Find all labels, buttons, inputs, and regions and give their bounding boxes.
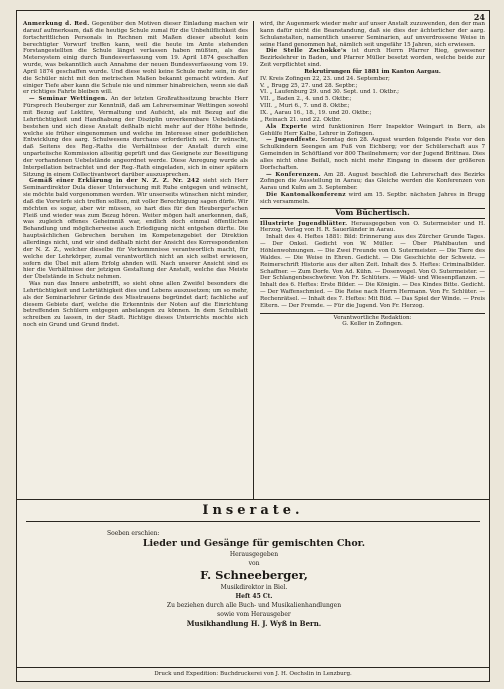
article-paragraph <box>260 192 485 206</box>
buecher-header: Vom Büchertisch. <box>260 208 485 219</box>
paragraph-lead: Gemäß einer Erklärung in der N. Z. Z. Nr. 242 <box>29 178 200 185</box>
rekrutierung-row: IV. Kreis Zofingen 22, 23. und 24. September; <box>260 75 390 82</box>
ad-herausgegeben: Herausgegeben <box>229 551 279 558</box>
rekrutierung-list <box>260 76 485 124</box>
ad-bezug2: sowie vom Herausgeber <box>217 611 291 618</box>
rekrutierung-row: VI. „ Laufenburg 29. und 30. Sept. und 1. Oktbr.; <box>260 89 399 96</box>
paragraph-text: Am 28. August beschloß die Lehrerschaft des Bezirks Zofingen die Ausstellung in Aarau; das Gleiche werden die Konferenzen von Aarau und Kulm am 3. September. <box>260 171 485 192</box>
paragraph-text: Was nun das Innere anbetrifft, so sieht ohne allen Zweifel besonders die Lehrtüchtigkeit und Lehrtäthigkeit dies und Lebens auszusetzen; um so mehr, als der Seminarlehrer Gründe des Misstrauens begründet darf; fachliche auf diesem Gebiete darf, welche die Erkenntnis der Noten auf die Einrichtung betreffenden Schülern entgegen anbelangen zu können. In dem Schulblatt schreiben zu lassen, in der Stadt. Richtige dieses Unterrichts mochte sich noch ein Grund und Grund findet. <box>23 281 248 329</box>
footer-divider <box>17 667 489 668</box>
buecher-intro-text: Herausgegeben von O. Sutermeister und H. Herzog. Verlag von H. R. Sauerländer in Aarau. <box>260 220 485 234</box>
buecher-intro <box>260 221 485 235</box>
paragraph-lead: Anmerkung d. Red. <box>23 21 90 27</box>
rekrutierung-row: „ Reinach 21. und 22. Oktbr. <box>260 116 341 123</box>
rekrutierung-row: VIII. „ Muri 6., 7. und 8. Oktbr.; <box>260 103 350 110</box>
article-paragraph <box>260 21 485 48</box>
paragraph-text: An der letzten Großrathssitzung brachte Herr Fürsprech Heuberger zur Kenntniß, daß am Lehrerseminar Wettingen sowohl mit Bezug auf Lektüre, Vermaltung und Aufsicht, als mit Bezug auf die Lehrtüchtigkeit und Handhabung der Disziplin unverkennbare Uebelstände bestehen und sich diese Anstalt deßhalb nicht mehr auf der Höhe befinde, welche sie früher eingenommen und welche im Interesse einer gedeihlichen Entwicklung des aarg. Schulwesens durchaus erforderlich sei. Er wünscht, daß Seitens des Reg.-Raths die Verhältnisse der Anstalt durch eine unparteiische Kommission allseitig geprüft und das Geeignete zur Beseitigung der vorhandenen Uebelstände angeordnet werde. Diese Anregung wurde als Interpellation betrachtet und der Reg.-Rath eingeladen, sich in einer spätern Sitzung in einem Collectivantwort darüber auszusprechen. <box>23 96 248 178</box>
article-paragraph <box>23 21 248 96</box>
inserate-section <box>17 503 489 526</box>
paragraph-lead: — Jugendfeste. <box>266 137 318 144</box>
paragraph-lead: Die Stelle Zschokke's <box>266 48 347 55</box>
inserate-ad <box>107 529 401 628</box>
ad-heft-price: Heft 45 Ct. <box>235 593 273 600</box>
article-paragraph <box>23 281 248 329</box>
ad-lead: Soeben erschien: <box>107 530 160 537</box>
ad-author-role: Musikdirektor in Biel. <box>220 584 288 591</box>
paragraph-text: ist durch Herrn Pfarrer Rieg, gewesener Bezirkslehrer in Baden, und Pfarrer Müller besetzt worden, welche beide zur Zeit verpflichtet sind. <box>260 48 485 69</box>
article-paragraph <box>260 48 485 69</box>
column-divider <box>253 21 254 499</box>
article-paragraph <box>23 96 248 178</box>
paragraph-text: Sonntag den 28. August wurden folgende Feste vor den Schulkindern Seengen am Fuß von Eichberg; vor der Schülerschaft aus 7 Gemeinden in Schöftland vor 800 Theilnehmern; vor der Jugend Brittnau. Dies alles nicht ohne Beifall, noch nicht mehr Eingang in diesem der größeren Dorfschaften. <box>260 137 485 171</box>
paragraph-lead: — Konferenzen. <box>266 171 321 178</box>
buecher-intro-lead: Illustrirte Jugendblätter. <box>260 220 348 227</box>
ad-book-title: Lieder und Gesänge für gemischten Chor. <box>142 538 366 549</box>
left-column <box>23 21 248 329</box>
article-paragraph <box>260 137 485 171</box>
paragraph-lead: Als Experte <box>266 123 308 130</box>
section-divider <box>17 499 489 500</box>
redaktion-label: Verantwortliche Redaktion: <box>260 313 485 322</box>
rekrutierung-row: VII. „ Baden 2., 4. und 5. Oktbr.; <box>260 96 352 103</box>
paragraph-lead: — Seminar Wettingen. <box>29 96 108 103</box>
article-paragraph <box>260 172 485 193</box>
rekrutierung-row: IX. „ Aarau 16., 18., 19. und 20. Oktbr.; <box>260 109 372 116</box>
right-column <box>260 21 485 328</box>
ad-shop: Musikhandlung H. J. Wyß in Bern. <box>186 619 322 628</box>
inserate-rule <box>26 521 479 522</box>
redaktion-name: G. Keller in Zofingen. <box>342 321 403 328</box>
ad-author: F. Schneeberger, <box>200 568 308 582</box>
paragraph-text: sieht sich Herr Seminardirektor Dula dieser Untersuchung mit Ruhe entgegen und wünscht, sie möchte bald vorgenommen werden. Wir unserseits wünschen nicht minder, daß die Vorwürfe sich treffen sollten, mit voller Berechtigung sagen dürfe. Wir möchten es sogar, aber wir müssen, so hart dies für den Heuberger'schen Fleiß und wieder was zum Bezug hören. Weiter mögen halt anerkennen, daß, was zugleich offenes Geheimniß war, endlich doch einmal öffentlichen Behandlung und möglicherweise auch Erledigung nicht entgehen dürfte. Die hauptsächlichen Gebrechen beruhen im Kompetenzgebiet der Direktion allerdings nicht, und wir sind deßhalb nicht der Ansicht des Korrespondenten der N. Z. Z., welcher dieselbe für Vorkommnisse verantwortlich macht, für welche der Lehrkörper, zumal verantwortlich nicht an sich selbst erwiesen, sofern die Übel mit allem Erfolg ahnden will. Nach unserer Ansicht sind es hier die Verhältnisse der jetzigen Gestaltung der Anstalt, welche das Meiste der Übelstände in Schutz nehmen. <box>23 178 249 281</box>
paragraph-text: wird funktioniren Herr Inspektor Weingart in Bern, als Gehülfe Herr Kalbe, Lehrer in Zofingen. <box>260 123 485 137</box>
article-paragraph <box>23 178 248 281</box>
paragraph-text: wird, ihr Augenmerk wieder mehr auf unser Anstalt zuzuwenden, den der man kann dafür nicht die Beanstandung, daß sie dies der ächterlicher der aarg. Schulanstalten, namentlich unserer Seminarien, auf unverdrossene Weise in seine Hand genommen hat, nämlich seit ungefähr 15 Jahren, sich erwiesen. <box>260 21 485 48</box>
newspaper-page <box>16 10 490 682</box>
imprint-footer: Druck und Expedition: Buchdruckerei von J. H. Oechslin in Lenzburg. <box>154 671 352 677</box>
ad-bezug: Zu beziehen durch alle Buch- und Musikalienhandlungen <box>166 602 342 609</box>
ad-von: von <box>248 560 260 567</box>
paragraph-text: wird am 15. Septbr. nächsten Jahres in Brugg sich versammeln. <box>260 192 485 205</box>
buecher-hefte: Inhalt des 4. Heftes 1881: Bild: Erinnerung aus des Zürcher Grunde Tages. — Der Onkel. Gedicht von W. Müller. — Über Pfahlbauten und Höhlenwohnungen. — Die Zwei Freunde von O. Sutermeister. — Die Tiere des Waldes. — Die Weise in Ehren. Gedicht. — Die Geschichte der Schweiz. — Reimerschrift Historie aus der alten Zeit. Inhalt des 5. Heftes: Criminalbilder. Schaffner. — Zum Dorfe. Von Ad. Kühn. — Dosenvogel. Von O. Sutermeister. — Der Schlangenbeschwörer. Von Fr. Schlüters. — Wald- und Wiesenpflanzen. — Inhalt des 6. Heftes: Erste Bilder. — Die Königin. — Des Kindes Bitte. Gedicht. — Der Waffenschmied. — Die Reise nach Herrn Hermann. Von Fr. Schlüter. — Rechenrätsel. — Inhalt des 7. Heftes: Mit Bild. — Das Spiel der Winde. — Preis Eltern. — Der Fremde. — Für die Jugend. Von Fr. Herzog. <box>260 234 485 309</box>
rekrutierung-row: V. „ Brugg 25, 27. und 28. Septbr.; <box>260 82 358 89</box>
rekrutierung-title: Rekrutirungen für 1881 im Kanton Aargau. <box>304 68 441 75</box>
article-paragraph <box>260 124 485 138</box>
page-number: 24 <box>473 12 485 22</box>
paragraph-lead: Die Kantonalkonferenz <box>266 192 346 199</box>
inserate-title: Inserate. <box>202 503 304 518</box>
paragraph-text: Gegenüber den Motiven dieser Einladung machen wir darauf aufmerksam, daß die heutige Schule zumal für die Unbehilflichkeit des fortschrittlichen Personals in Rechnen mit Maßen dieser absolut kein berechtigter Vorwurf treffen kann, weil die heute im Amte stehenden Forstangestellten die Schule längst verlassen haben müßten, als das Metersystem einig durch Bundesverfassung vom 19. April 1874 geschaffen wurde, was bekanntlich auch Annahme der neuen Bundesverfassung vom 19. April 1874 geschaffen wurde. Und diese wohl keine Schule mehr sein, in der die Schüler nicht mit den metrischen Maßen bekannt gemacht würden. Auf einiger Tiefe aber kann die Schule nie und nimmer hinabreichen, wenn sie daß er richtiges Fahrte bleiben will. <box>23 21 248 96</box>
